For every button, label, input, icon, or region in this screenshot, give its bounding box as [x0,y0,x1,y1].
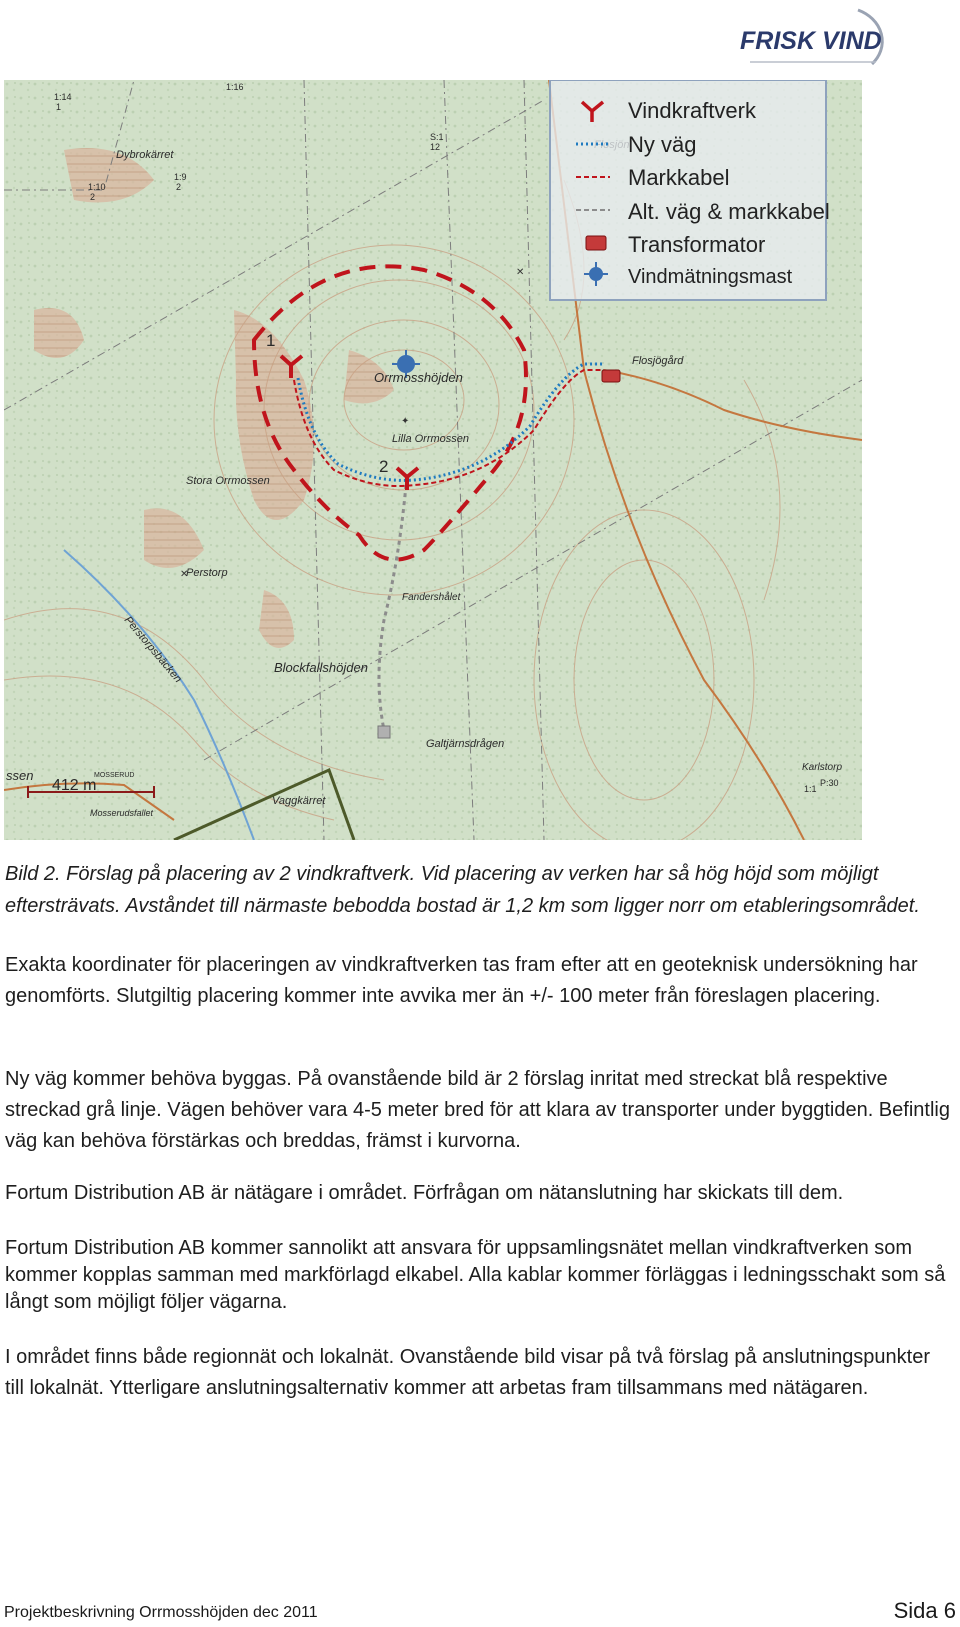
place-label: Flosjögård [632,355,684,367]
svg-text:1:14: 1:14 [54,92,72,102]
map-legend [550,80,830,300]
place-label: Galtjärnsdrågen [426,738,505,750]
footer-document-title: Projektbeskrivning Orrmosshöjden dec 2011 [4,1604,318,1621]
transformer-icon [586,236,606,250]
figure-caption: Bild 2. Förslag på placering av 2 vindkraftverk. Vid placering av verken har så hög höjd som möjligt eftersträvats. Avståndet till närmaste bebodda bostad är 1,2 km som ligger norr om etableringsområdet. [5,863,920,917]
company-logo [740,4,920,70]
svg-text:1:16: 1:16 [226,82,244,92]
turbine-2-label: 2 [379,457,389,476]
svg-text:2: 2 [90,192,96,202]
legend-label: Vindmätningsmast [628,266,793,288]
place-label: Stora Orrmossen [186,475,270,487]
svg-text:✕: ✕ [180,569,189,580]
legend-label: Transformator [628,232,766,257]
place-label: Orrmosshöjden [374,370,463,385]
svg-text:P:30: P:30 [820,778,839,788]
place-label: Fandershålet [402,592,461,603]
svg-text:✦: ✦ [401,416,410,427]
svg-text:1: 1 [56,102,62,112]
place-label: MOSSERUD [94,772,135,779]
transformer [602,370,620,382]
place-label: Mosserudsfallet [90,808,154,818]
place-label: ssen [6,768,34,783]
paragraph: I området finns både regionnät och lokalnät. Ovanstående bild visar på två förslag på anslutningspunkter till lokalnät. Ytterligare anslutningsalternativ kommer att arbetas fram tillsammans med nätägaren. [5,1346,931,1399]
place-label: Lilla Orrmossen [392,433,470,445]
footer-page-number: Sida 6 [893,1598,956,1623]
svg-text:1:9: 1:9 [174,172,187,182]
svg-text:1:10: 1:10 [88,182,106,192]
svg-text:12: 12 [430,142,441,152]
place-label: Blockfallshöjden [274,660,368,675]
svg-text:FRISK VIND: FRISK VIND [740,27,882,55]
place-label: Perstorpsbäcken [121,614,184,686]
paragraph: Ny väg kommer behöva byggas. På ovanstående bild är 2 förslag inritat med streckat blå respektive streckad grå linje. Vägen behöver vara 4-5 meter bred för att klara av transporter under byggtiden. Befintlig väg kan behöva förstärkas och breddas, främst i kurvorna. [5,1068,950,1152]
turbine-1-label: 1 [266,331,276,350]
svg-text:S:1: S:1 [430,132,444,142]
svg-text:✕: ✕ [516,267,525,278]
svg-text:1:1: 1:1 [804,784,817,794]
svg-text:2: 2 [176,182,182,192]
legend-label: Vindkraftverk [628,98,756,123]
place-label: Vaggkärret [272,795,326,807]
paragraph: Fortum Distribution AB kommer sannolikt att ansvara för uppsamlingsnätet mellan vindkraftverken som kommer kopplas samman med markförlagd elkabel. Alla kablar kommer förläggas i ledningsschakt som så långt som möjligt följer vägarna. [5,1237,946,1313]
site-map [4,80,862,840]
alt-transformer [378,726,390,738]
place-label: Dybrokärret [116,149,174,161]
paragraph: Fortum Distribution AB är nätägare i området. Förfrågan om nätanslutning har skickats till dem. [5,1182,844,1204]
legend-label: Alt. väg & markkabel [628,199,830,224]
place-label: Perstorp [186,567,228,579]
page-footer [0,1596,960,1627]
legend-label: Ny väg [628,132,697,157]
legend-label: Markkabel [628,165,730,190]
paragraph: Exakta koordinater för placeringen av vindkraftverken tas fram efter att en geoteknisk undersökning har genomförts. Slutgiltig placering kommer inte avvika mer än +/- 100 meter från föreslagen placering. [5,954,918,1007]
svg-text:412 m: 412 m [52,777,97,794]
place-label: Karlstorp [802,762,843,773]
